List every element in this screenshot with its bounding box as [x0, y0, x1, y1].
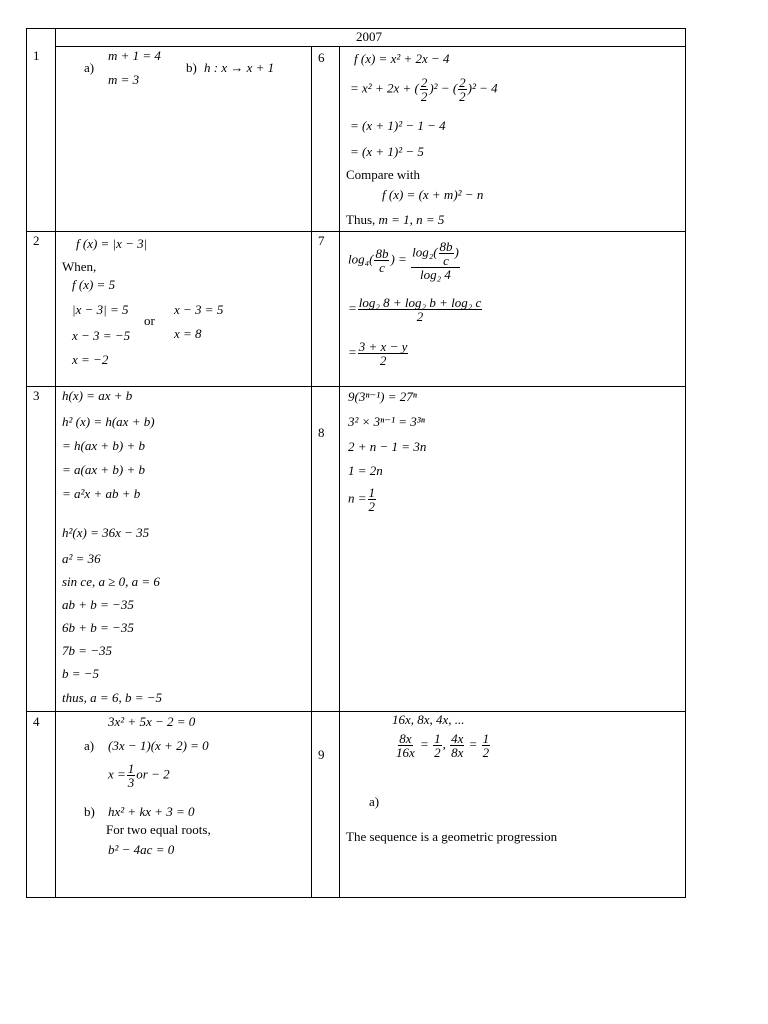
math-line: b² − 4ac = 0: [108, 842, 175, 857]
table-col-divider: [55, 28, 56, 898]
math-line: 7b = −35: [62, 643, 113, 658]
math-line: x − 3 = −5: [72, 328, 131, 343]
math-line: = (x + 1)² − 5: [350, 144, 424, 159]
question-number: 7: [318, 233, 325, 248]
math-line: 16x, 8x, 4x, ...: [392, 712, 465, 727]
fraction: $\frac{8b}{c}$: [375, 246, 389, 275]
table-border-bottom: [26, 897, 686, 898]
math-line: log₄( $\frac{8b}{c}$ ) = log₂( $\frac{8b}{c}$ ) log₂ 4: [348, 239, 459, 282]
fraction: log₂( $\frac{8b}{c}$ ) log₂ 4: [412, 239, 459, 282]
math-line: 3x² + 5x − 2 = 0: [108, 714, 196, 729]
part-label: a): [84, 738, 95, 753]
question-number: 9: [318, 747, 325, 762]
question-number: 6: [318, 50, 325, 65]
math-line: hx² + kx + 3 = 0: [108, 804, 195, 819]
math-line: m + 1 = 4: [108, 48, 161, 63]
text-line: Compare with: [346, 167, 421, 182]
math-line: x = −2: [72, 352, 109, 367]
fraction: $\frac{\text{log₂ 8 + log₂ b + log₂ c}}{2}$: [358, 295, 482, 324]
math-line: 6b + b = −35: [62, 620, 134, 635]
math-line: h(x) = ax + b: [62, 388, 133, 403]
text-line: or: [144, 313, 155, 328]
fraction: $\frac{8x}{16x}$: [396, 731, 415, 760]
math-line: h : x → x + 1: [204, 60, 275, 75]
math-line: 2 + n − 1 = 3n: [348, 439, 427, 454]
math-line: f (x) = (x + m)² − n: [382, 187, 484, 202]
question-number: 1: [33, 48, 40, 63]
math-line: |x − 3| = 5: [72, 302, 129, 317]
table-row-divider: [26, 231, 686, 232]
math-line: 3² × 3ⁿ⁻¹ = 3³ⁿ: [348, 414, 425, 429]
fraction: $\frac{1}{2}$: [434, 731, 441, 760]
math-line: = a²x + ab + b: [62, 486, 141, 501]
math-line: 9(3ⁿ⁻¹) = 27ⁿ: [348, 389, 417, 404]
part-label: a): [369, 794, 380, 809]
table-border-left: [26, 28, 27, 898]
math-line: = $\frac{3 + x - y}{2}$: [348, 339, 408, 368]
math-line: h²(x) = 36x − 35: [62, 525, 150, 540]
text-line: For two equal roots,: [106, 822, 211, 837]
math-line: ab + b = −35: [62, 597, 134, 612]
fraction: $\frac{1}{2}$: [368, 485, 376, 514]
fraction: $\frac{4x}{8x}$: [451, 731, 464, 760]
part-label: b): [84, 804, 95, 819]
math-line: n = $\frac{1}{2}$: [348, 485, 376, 514]
math-line: = (x + 1)² − 1 − 4: [350, 118, 446, 133]
fraction: $\frac{2}{2}$: [420, 75, 428, 104]
fraction: $\frac{1}{3}$: [127, 761, 135, 790]
math-line: h² (x) = h(ax + b): [62, 414, 155, 429]
question-number: 8: [318, 425, 325, 440]
part-label: b): [186, 60, 197, 75]
text-line: Thus, m = 1, n = 5: [346, 212, 445, 227]
table-row-divider: [26, 711, 686, 712]
math-line: a² = 36: [62, 551, 101, 566]
math-line: x = 8: [174, 326, 202, 341]
table-col-divider: [339, 46, 340, 898]
math-line: = h(ax + b) + b: [62, 438, 145, 453]
math-line: x = $\frac{1}{3}$ or − 2: [108, 761, 170, 790]
answer-table: [26, 28, 686, 898]
table-border-right: [685, 28, 686, 898]
fraction: $\frac{2}{2}$: [459, 75, 466, 104]
text-line: The sequence is a geometric progression: [346, 829, 558, 844]
table-col-divider: [311, 46, 312, 898]
math-line: = $\frac{\text{log₂ 8 + log₂ b + log₂ c}}{2}$: [348, 295, 482, 324]
math-line: thus, a = 6, b = −5: [62, 690, 162, 705]
math-line: sin ce, a ≥ 0, a = 6: [62, 574, 160, 589]
math-line: m = 3: [108, 72, 140, 87]
question-number: 3: [33, 388, 40, 403]
math-line: f (x) = 5: [72, 277, 116, 292]
part-label: a): [84, 60, 95, 75]
fraction: $\frac{3 + x - y}{2}$: [358, 339, 408, 368]
fraction: $\frac{1}{2}$: [482, 731, 490, 760]
math-line: $\frac{8x}{16x}$ = $\frac{1}{2}$ , $\frac{4x}{8x}$ = $\frac{1}{2}$: [396, 731, 490, 760]
question-number: 4: [33, 714, 40, 729]
math-line: b = −5: [62, 666, 100, 681]
math-line: = x² + 2x + ( $\frac{2}{2}$ )² − ( $\frac{2}{2}$ )² − 4: [350, 75, 498, 104]
math-line: f (x) = |x − 3|: [76, 236, 148, 251]
text-line: When,: [62, 259, 97, 274]
question-number: 2: [33, 233, 40, 248]
table-row-divider: [55, 46, 686, 47]
math-line: = a(ax + b) + b: [62, 462, 145, 477]
math-line: x − 3 = 5: [174, 302, 224, 317]
year-header: 2007: [356, 29, 382, 44]
math-line: 1 = 2n: [348, 463, 383, 478]
table-row-divider: [26, 386, 686, 387]
fraction: $\frac{8b}{c}$: [439, 239, 453, 268]
math-line: f (x) = x² + 2x − 4: [354, 51, 450, 66]
math-line: (3x − 1)(x + 2) = 0: [108, 738, 209, 753]
